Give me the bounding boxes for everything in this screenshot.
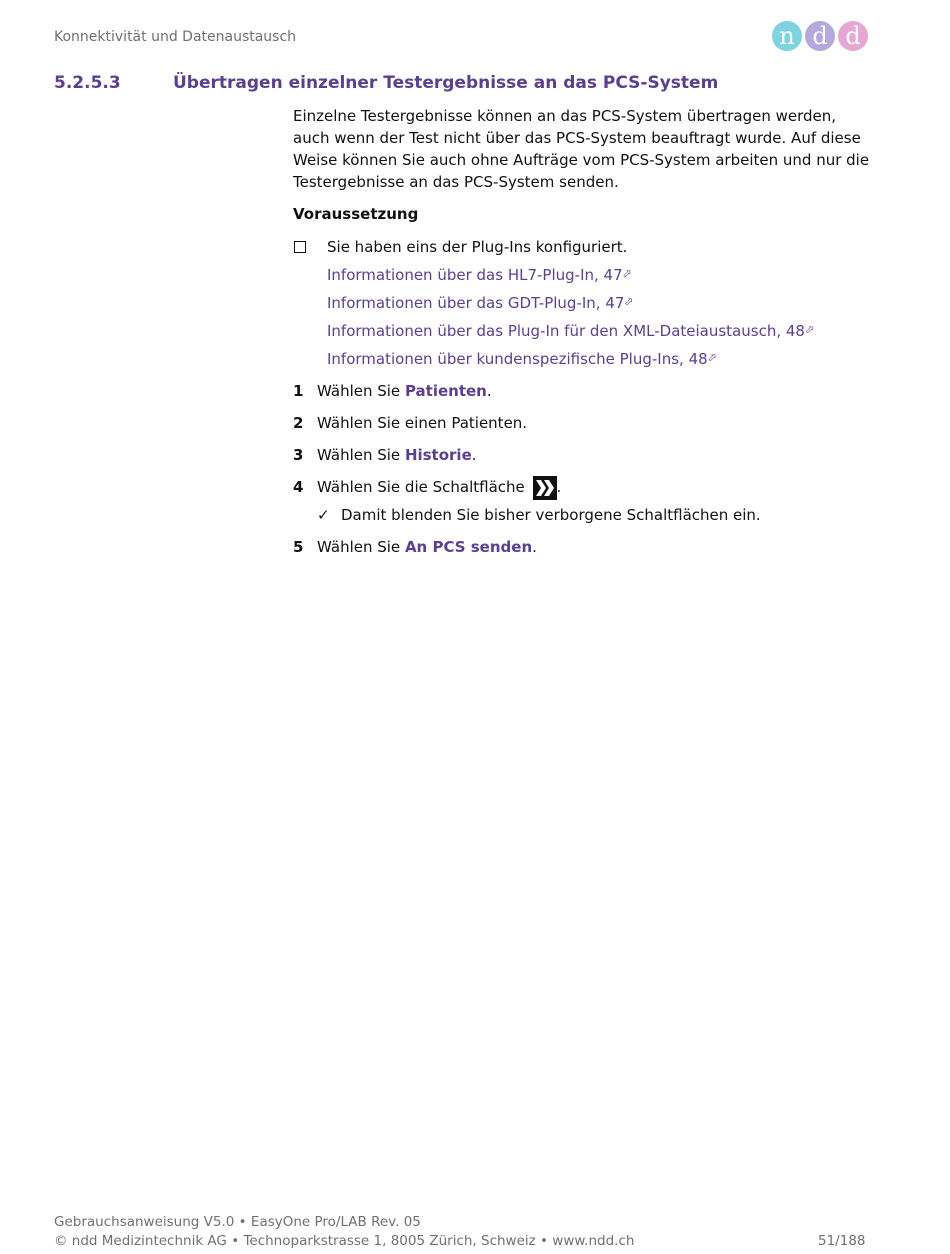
step-1 (293, 380, 873, 402)
link-xml-plugin[interactable] (327, 319, 873, 342)
step-3 (293, 444, 873, 466)
footer-document-info: Gebrauchsanweisung V5.0 • EasyOne Pro/LAB Rev. 05 (54, 1214, 421, 1230)
step-number: 3 (293, 446, 304, 464)
link-hl7-plugin[interactable] (327, 263, 873, 286)
step-2 (293, 412, 873, 434)
logo-letter-n: n (772, 21, 802, 51)
step-number: 1 (293, 382, 304, 400)
section-body (293, 105, 873, 568)
step-punctuation: . (471, 446, 477, 464)
link-text: Informationen über kundenspezifische Plug-Ins, 48 (327, 350, 708, 368)
link-gdt-plugin[interactable] (327, 291, 873, 314)
step-punctuation: . (486, 382, 492, 400)
intro-paragraph: Einzelne Testergebnisse können an das PCS-System übertragen werden, auch wenn der Test nicht über das PCS-System beauftragt wurde. Auf diese Weise können Sie auch ohne Aufträge vom PCS-System arbeiten und nur die Testergebnisse an das PCS-System senden. (293, 107, 870, 191)
step-4 (293, 476, 873, 526)
step-punctuation: . (532, 538, 537, 556)
external-link-icon: ⬀ (804, 323, 815, 336)
link-text: Informationen über das Plug-In für den XML-Dateiaustausch, 48 (327, 322, 805, 340)
link-custom-plugins[interactable] (327, 347, 873, 370)
step-text: Wählen Sie (317, 538, 405, 556)
step-number: 4 (293, 478, 304, 496)
running-header: Konnektivität und Datenaustausch (54, 29, 297, 45)
step-text: Wählen Sie (317, 446, 405, 464)
logo-letter-d-2: d (838, 21, 868, 51)
step-list (293, 380, 873, 558)
link-text: Informationen über das GDT-Plug-In, 47 (327, 294, 625, 312)
checkmark-icon: ✓ (317, 506, 330, 524)
step-punctuation: . (556, 478, 562, 496)
step-number: 5 (293, 538, 304, 556)
step-result (317, 504, 873, 526)
page-number: 51/188 (818, 1233, 866, 1249)
step-text: Wählen Sie (317, 382, 405, 400)
section-number: 5.2.5.3 (54, 73, 121, 93)
prerequisite-item (293, 236, 873, 258)
prerequisite-heading: Voraussetzung (293, 205, 419, 223)
footer-copyright: © ndd Medizintechnik AG • Technoparkstrasse 1, 8005 Zürich, Schweiz • www.ndd.ch (54, 1233, 635, 1249)
ndd-logo (772, 21, 868, 51)
step-text: Wählen Sie einen Patienten. (317, 414, 528, 432)
ui-ref-historie: Historie (404, 446, 472, 464)
ui-ref-an-pcs-senden: An PCS senden (404, 538, 533, 556)
plugin-links (293, 263, 873, 370)
link-text: Informationen über das HL7-Plug-In, 47 (327, 266, 623, 284)
external-link-icon: ⬀ (624, 295, 634, 308)
checkbox-icon (294, 241, 306, 253)
result-text: Damit blenden Sie bisher verborgene Schaltflächen ein. (341, 506, 761, 524)
external-link-icon: ⬀ (622, 267, 632, 280)
logo-letter-d: d (805, 21, 835, 51)
section-title: Übertragen einzelner Testergebnisse an das PCS-System (173, 73, 719, 93)
ui-ref-patienten: Patienten (404, 382, 487, 400)
step-text: Wählen Sie die Schaltfläche (317, 478, 525, 496)
step-5 (293, 536, 873, 558)
external-link-icon: ⬀ (707, 351, 717, 364)
prerequisite-text: Sie haben eins der Plug-Ins konfiguriert. (327, 238, 628, 256)
double-chevron-right-icon (533, 476, 557, 500)
step-number: 2 (293, 414, 304, 432)
